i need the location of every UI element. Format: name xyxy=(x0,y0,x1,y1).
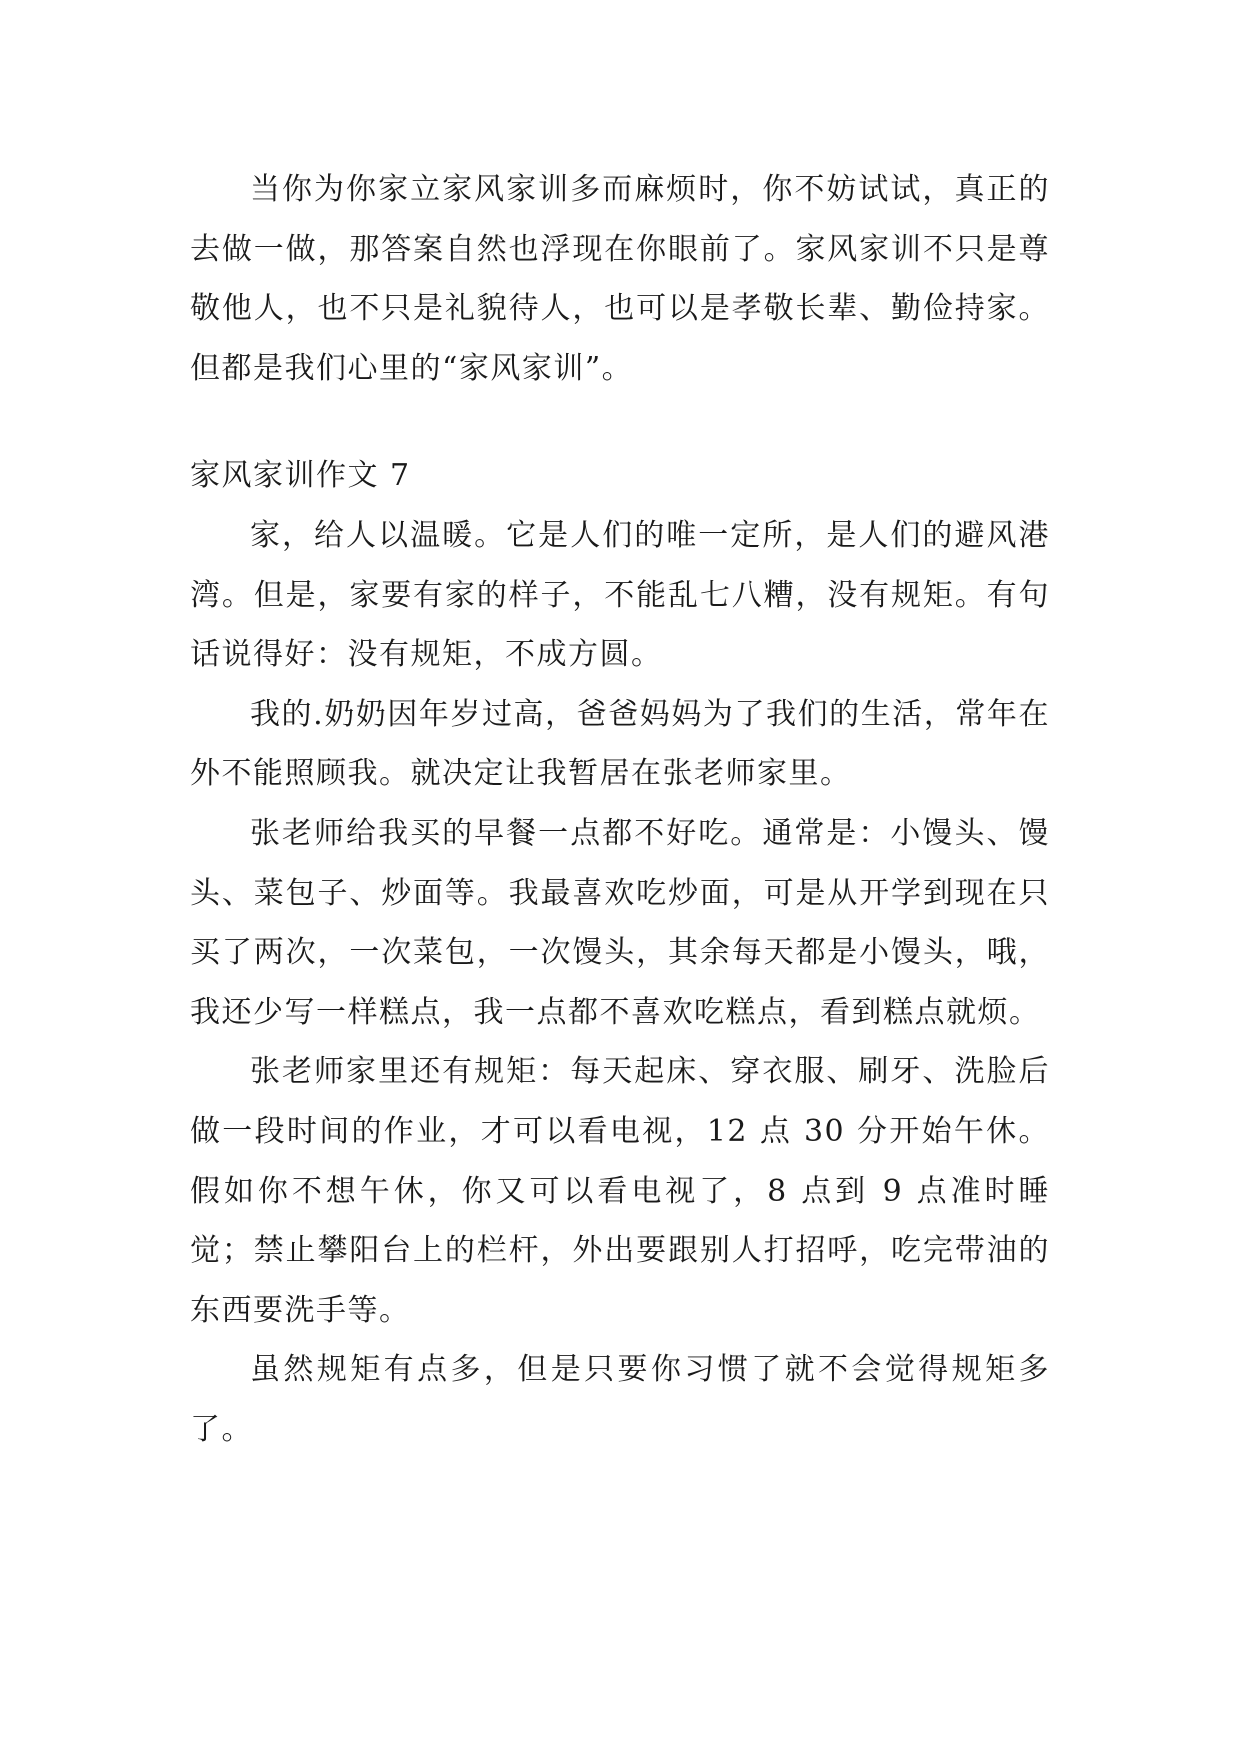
paragraph: 张老师家里还有规矩：每天起床、穿衣服、刷牙、洗脸后做一段时间的作业，才可以看电视，12 点 30 分开始午休。假如你不想午休，你又可以看电视了，8 点到 9 点准时睡觉；禁止攀阳台上的栏杆，外出要跟别人打招呼，吃完带油的东西要洗手等。 xyxy=(190,1054,1050,1328)
paragraph: 家，给人以温暖。它是人们的唯一定所，是人们的避风港湾。但是，家要有家的样子，不能乱七八糟，没有规矩。有句话说得好：没有规矩，不成方圆。 xyxy=(190,517,1050,673)
document-body xyxy=(190,160,1050,1459)
section-heading: 家风家训作文 7 xyxy=(190,458,411,494)
paragraph: 我的.奶奶因年岁过高，爸爸妈妈为了我们的生活，常年在外不能照顾我。就决定让我暂居在张老师家里。 xyxy=(190,696,1050,792)
paragraph: 张老师给我买的早餐一点都不好吃。通常是：小馒头、馒头、菜包子、炒面等。我最喜欢吃炒面，可是从开学到现在只买了两次，一次菜包，一次馒头，其余每天都是小馒头，哦，我还少写一样糕点，我一点都不喜欢吃糕点，看到糕点就烦。 xyxy=(190,815,1050,1030)
paragraph: 当你为你家立家风家训多而麻烦时，你不妨试试，真正的去做一做，那答案自然也浮现在你眼前了。家风家训不只是尊敬他人，也不只是礼貌待人，也可以是孝敬长辈、勤俭持家。但都是我们心里的“家风家训”。 xyxy=(190,172,1050,386)
paragraph: 虽然规矩有点多，但是只要你习惯了就不会觉得规矩多了。 xyxy=(190,1352,1050,1447)
